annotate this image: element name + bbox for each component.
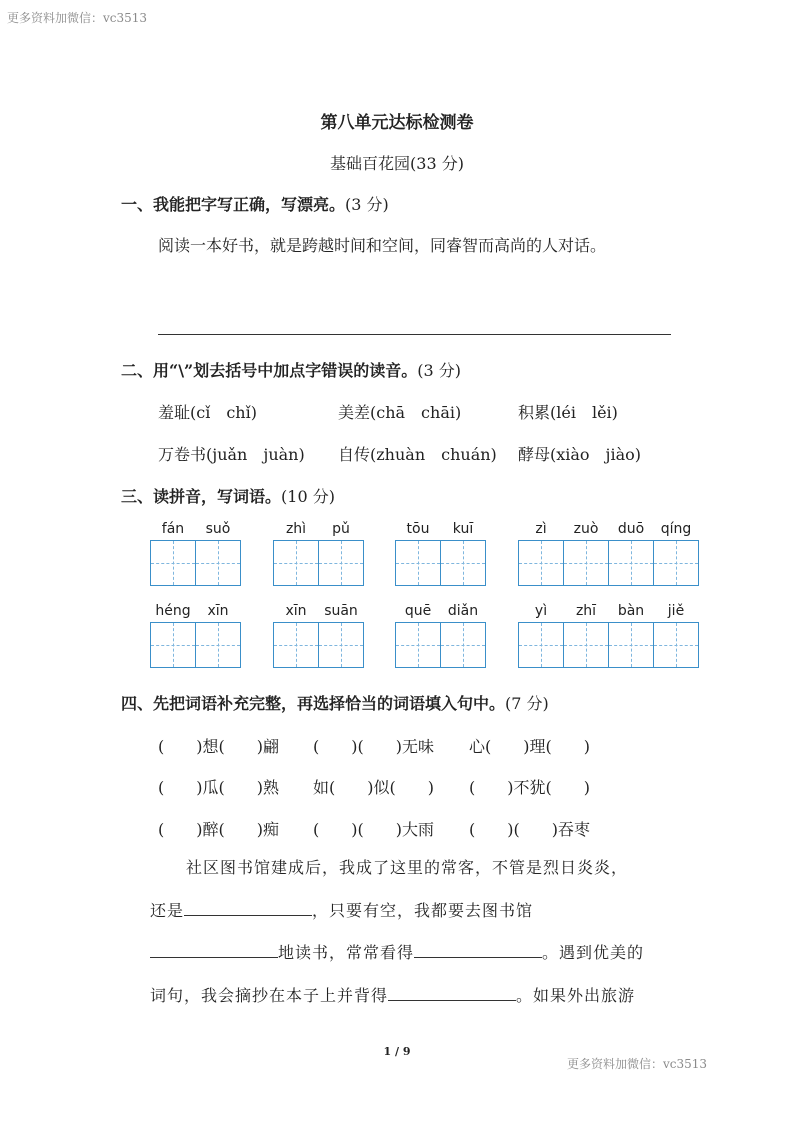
writing-cell[interactable] <box>440 540 486 586</box>
writing-cell[interactable] <box>608 540 654 586</box>
pinyin-label: tōu <box>406 521 430 537</box>
idiom-blank[interactable]: ( )醉( )痴 <box>158 820 279 839</box>
pinyin-label: zuò <box>573 521 599 537</box>
reading-item[interactable]: 美差(chā chāi) <box>338 403 462 422</box>
reading-item[interactable]: 积累(léi lěi) <box>518 403 618 422</box>
writing-cell[interactable] <box>150 540 196 586</box>
pinyin-label: qíng <box>660 521 692 537</box>
pinyin-label: bàn <box>617 603 645 619</box>
reading-item[interactable]: 羞耻(cǐ chǐ) <box>158 403 257 422</box>
writing-cell[interactable] <box>273 622 319 668</box>
reading-item[interactable]: 酵母(xiào jiào) <box>518 445 642 464</box>
tianzige-grid[interactable] <box>395 622 486 668</box>
question-4-points: (7 分) <box>505 694 549 713</box>
question-3-points: (10 分) <box>281 487 335 506</box>
passage-text: 。如果外出旅游 <box>516 986 636 1005</box>
question-4-text: 四、先把词语补充完整，再选择恰当的词语填入句中。 <box>121 694 506 713</box>
idiom-blank[interactable]: ( )想( )翩 <box>158 737 279 756</box>
passage-text: 词句，我会摘抄在本子上并背得 <box>150 986 389 1005</box>
writing-cell[interactable] <box>653 540 699 586</box>
reading-item[interactable]: 自传(zhuàn chuán) <box>338 445 497 464</box>
passage-line <box>150 983 635 1006</box>
writing-line[interactable] <box>158 334 671 335</box>
tianzige-grid[interactable] <box>273 622 364 668</box>
writing-cell[interactable] <box>563 622 609 668</box>
writing-cell[interactable] <box>273 540 319 586</box>
question-1-text: 一、我能把字写正确，写漂亮。 <box>121 195 346 214</box>
fill-blank[interactable] <box>184 901 312 916</box>
passage-line: 社区图书馆建成后，我成了这里的常客，不管是烈日炎炎， <box>186 858 629 877</box>
passage-text: 地读书，常常看得 <box>278 943 415 962</box>
writing-cell[interactable] <box>518 540 564 586</box>
tianzige-grid[interactable] <box>518 622 699 668</box>
writing-cell[interactable] <box>608 622 654 668</box>
idiom-blank[interactable]: 心( )理( ) <box>469 737 590 756</box>
copy-sentence: 阅读一本好书，就是跨越时间和空间，同睿智而高尚的人对话。 <box>158 236 607 255</box>
writing-cell[interactable] <box>440 622 486 668</box>
writing-cell[interactable] <box>395 622 441 668</box>
pinyin-label: suān <box>324 603 358 619</box>
pinyin-label: pǔ <box>332 521 350 537</box>
passage-text: ，只要有空，我都要去图书馆 <box>312 901 534 920</box>
pinyin-label: kuī <box>452 521 474 537</box>
page-number: 1 / 9 <box>383 1045 411 1058</box>
writing-cell[interactable] <box>563 540 609 586</box>
idiom-blank[interactable]: ( )( )无味 <box>313 737 434 756</box>
page-title: 第八单元达标检测卷 <box>320 113 474 133</box>
pinyin-label: xīn <box>207 603 229 619</box>
pinyin-label: zhī <box>575 603 597 619</box>
passage-text: 。遇到优美的 <box>542 943 645 962</box>
tianzige-grid[interactable] <box>395 540 486 586</box>
writing-cell[interactable] <box>395 540 441 586</box>
pinyin-label: zhì <box>285 521 307 537</box>
question-4-heading <box>121 691 549 714</box>
fill-blank[interactable] <box>150 943 278 958</box>
tianzige-grid[interactable] <box>150 622 241 668</box>
pinyin-label: jiě <box>667 603 685 619</box>
question-3-heading <box>121 484 335 507</box>
passage-text: 还是 <box>150 901 185 920</box>
tianzige-grid[interactable] <box>518 540 699 586</box>
section-subtitle: 基础百花园(33 分) <box>330 154 464 173</box>
pinyin-label: quē <box>404 603 432 619</box>
writing-cell[interactable] <box>318 622 364 668</box>
pinyin-label: duō <box>617 521 645 537</box>
idiom-blank[interactable]: ( )瓜( )熟 <box>158 778 279 797</box>
tianzige-grid[interactable] <box>150 540 241 586</box>
fill-blank[interactable] <box>414 943 542 958</box>
pinyin-label: héng <box>155 603 191 619</box>
idiom-blank[interactable]: ( )( )吞枣 <box>469 820 590 839</box>
pinyin-label: xīn <box>285 603 307 619</box>
pinyin-label: suǒ <box>205 521 231 537</box>
idiom-blank[interactable]: 如( )似( ) <box>313 778 434 797</box>
passage-line <box>150 898 533 921</box>
passage-line <box>150 940 644 963</box>
watermark-top: 更多资料加微信：vc3513 <box>7 11 148 25</box>
writing-cell[interactable] <box>195 622 241 668</box>
question-1-heading <box>121 192 389 215</box>
idiom-blank[interactable]: ( )不犹( ) <box>469 778 590 797</box>
pinyin-label: diǎn <box>447 603 479 619</box>
writing-cell[interactable] <box>150 622 196 668</box>
pinyin-label: zì <box>535 521 547 537</box>
question-2-heading <box>121 358 461 381</box>
pinyin-label: yì <box>534 603 548 619</box>
question-1-points: (3 分) <box>345 195 389 214</box>
reading-item[interactable]: 万卷书(juǎn juàn) <box>158 445 305 464</box>
writing-cell[interactable] <box>518 622 564 668</box>
writing-cell[interactable] <box>318 540 364 586</box>
pinyin-label: fán <box>161 521 185 537</box>
tianzige-grid[interactable] <box>273 540 364 586</box>
question-2-points: (3 分) <box>417 361 462 380</box>
writing-cell[interactable] <box>195 540 241 586</box>
question-3-text: 三、读拼音，写词语。 <box>121 487 282 506</box>
idiom-blank[interactable]: ( )( )大雨 <box>313 820 434 839</box>
watermark-bottom: 更多资料加微信：vc3513 <box>567 1057 708 1071</box>
writing-cell[interactable] <box>653 622 699 668</box>
question-2-text: 二、用“\”划去括号中加点字错误的读音。 <box>121 361 418 380</box>
fill-blank[interactable] <box>388 986 516 1001</box>
